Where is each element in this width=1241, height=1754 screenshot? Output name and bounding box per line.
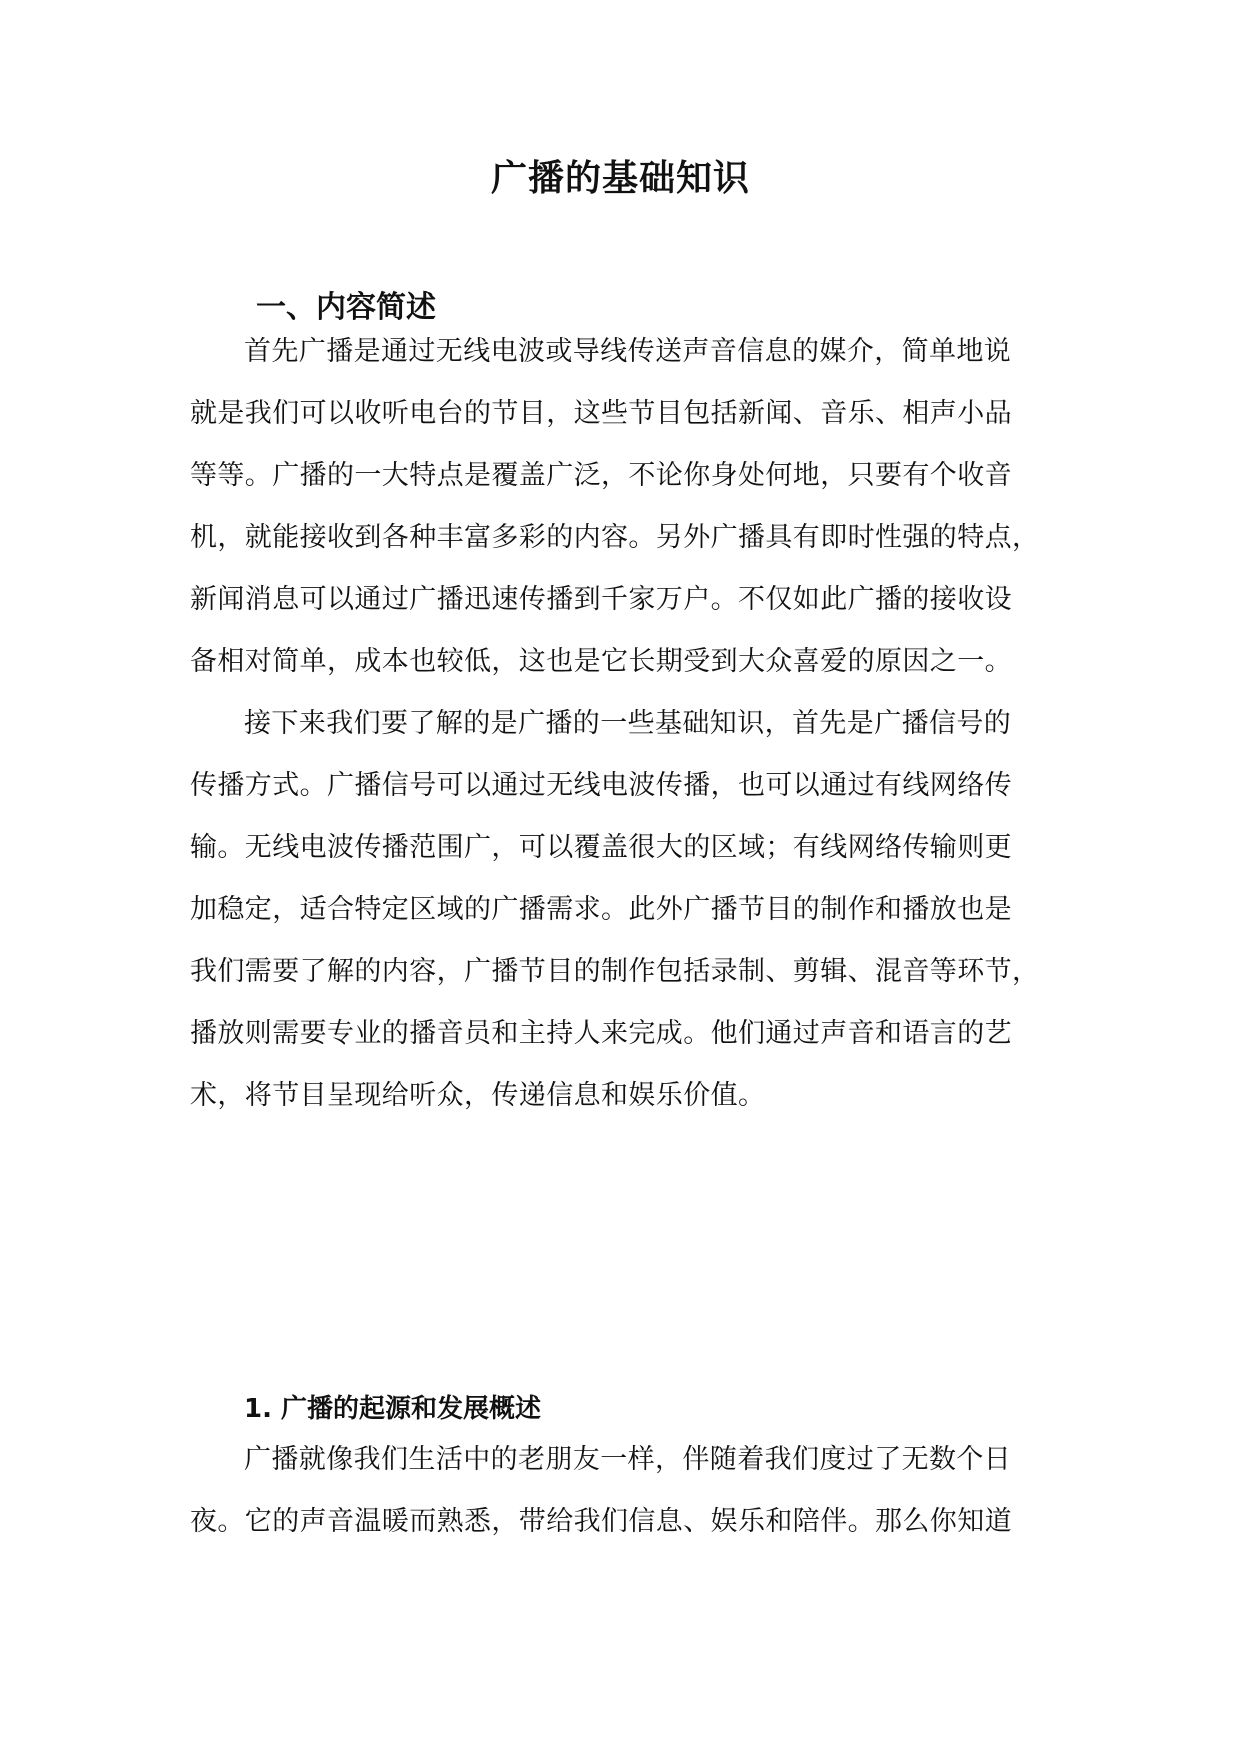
paragraph-line: 夜。它的声音温暖而熟悉，带给我们信息、娱乐和陪伴。那么你知道 — [190, 1506, 1012, 1537]
paragraph-line: 首先广播是通过无线电波或导线传送声音信息的媒介，简单地说 — [244, 336, 1012, 367]
subsection-heading: 1. 广播的起源和发展概述 — [244, 1394, 542, 1424]
paragraph-line: 播放则需要专业的播音员和主持人来完成。他们通过声音和语言的艺 — [190, 1018, 1012, 1049]
paragraph-line: 广播就像我们生活中的老朋友一样，伴随着我们度过了无数个日 — [244, 1444, 1012, 1475]
paragraph-line: 术，将节目呈现给听众，传递信息和娱乐价值。 — [190, 1080, 766, 1111]
paragraph-line: 我们需要了解的内容，广播节目的制作包括录制、剪辑、混音等环节， — [190, 956, 1040, 987]
paragraph-line: 机，就能接收到各种丰富多彩的内容。另外广播具有即时性强的特点， — [190, 522, 1040, 553]
paragraph-line: 就是我们可以收听电台的节目，这些节目包括新闻、音乐、相声小品 — [190, 398, 1012, 429]
paragraph-line: 输。无线电波传播范围广，可以覆盖很大的区域；有线网络传输则更 — [190, 832, 1012, 863]
section-heading: 一、内容简述 — [256, 290, 436, 325]
paragraph-line: 加稳定，适合特定区域的广播需求。此外广播节目的制作和播放也是 — [190, 894, 1012, 925]
paragraph-line: 新闻消息可以通过广播迅速传播到千家万户。不仅如此广播的接收设 — [190, 584, 1012, 615]
paragraph-line: 接下来我们要了解的是广播的一些基础知识，首先是广播信号的 — [244, 708, 1012, 739]
document-title: 广播的基础知识 — [490, 158, 750, 199]
paragraph-line: 备相对简单，成本也较低，这也是它长期受到大众喜爱的原因之一。 — [190, 646, 1012, 677]
paragraph-line: 等等。广播的一大特点是覆盖广泛，不论你身处何地，只要有个收音 — [190, 460, 1012, 491]
paragraph-line: 传播方式。广播信号可以通过无线电波传播，也可以通过有线网络传 — [190, 770, 1012, 801]
